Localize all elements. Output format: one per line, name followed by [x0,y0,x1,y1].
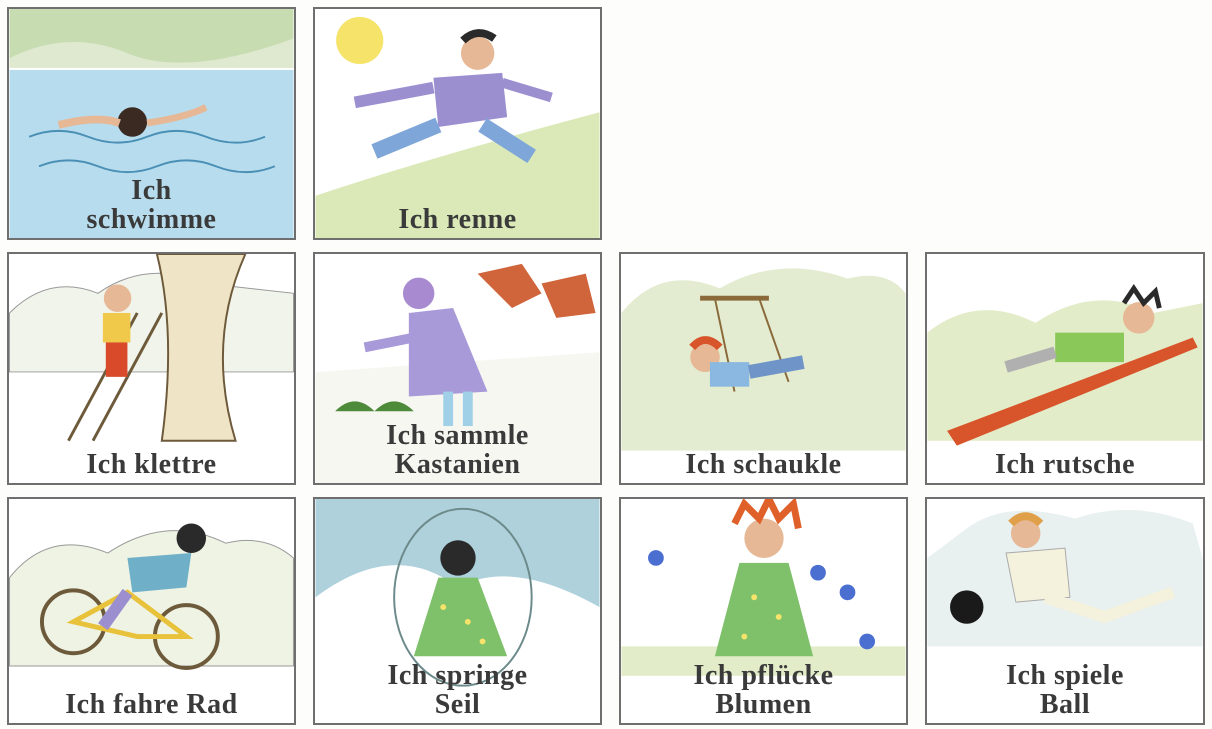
card-caption: Ich springe Seil [387,660,528,720]
card-caption: Ich schwimme [86,175,217,235]
card-caption: Ich renne [398,204,517,235]
card-caption: Ich spiele Ball [1006,660,1124,720]
card-sammeln [313,252,602,485]
card-caption: Ich schaukle [685,449,842,480]
card-rennen [313,7,602,240]
card-schaukeln [619,252,908,485]
card-seilspringen [313,497,602,725]
card-pfluecken [619,497,908,725]
card-caption: Ich sammle Kastanien [386,420,529,480]
card-caption: Ich fahre Rad [65,689,238,720]
card-caption: Ich klettre [86,449,217,480]
card-caption: Ich rutsche [994,449,1136,480]
card-schwimmen [7,7,296,240]
card-radfahren [7,497,296,725]
card-caption: Ich pflücke Blumen [693,660,834,720]
card-klettern [7,252,296,485]
card-rutschen [925,252,1205,485]
card-ballspielen [925,497,1205,725]
